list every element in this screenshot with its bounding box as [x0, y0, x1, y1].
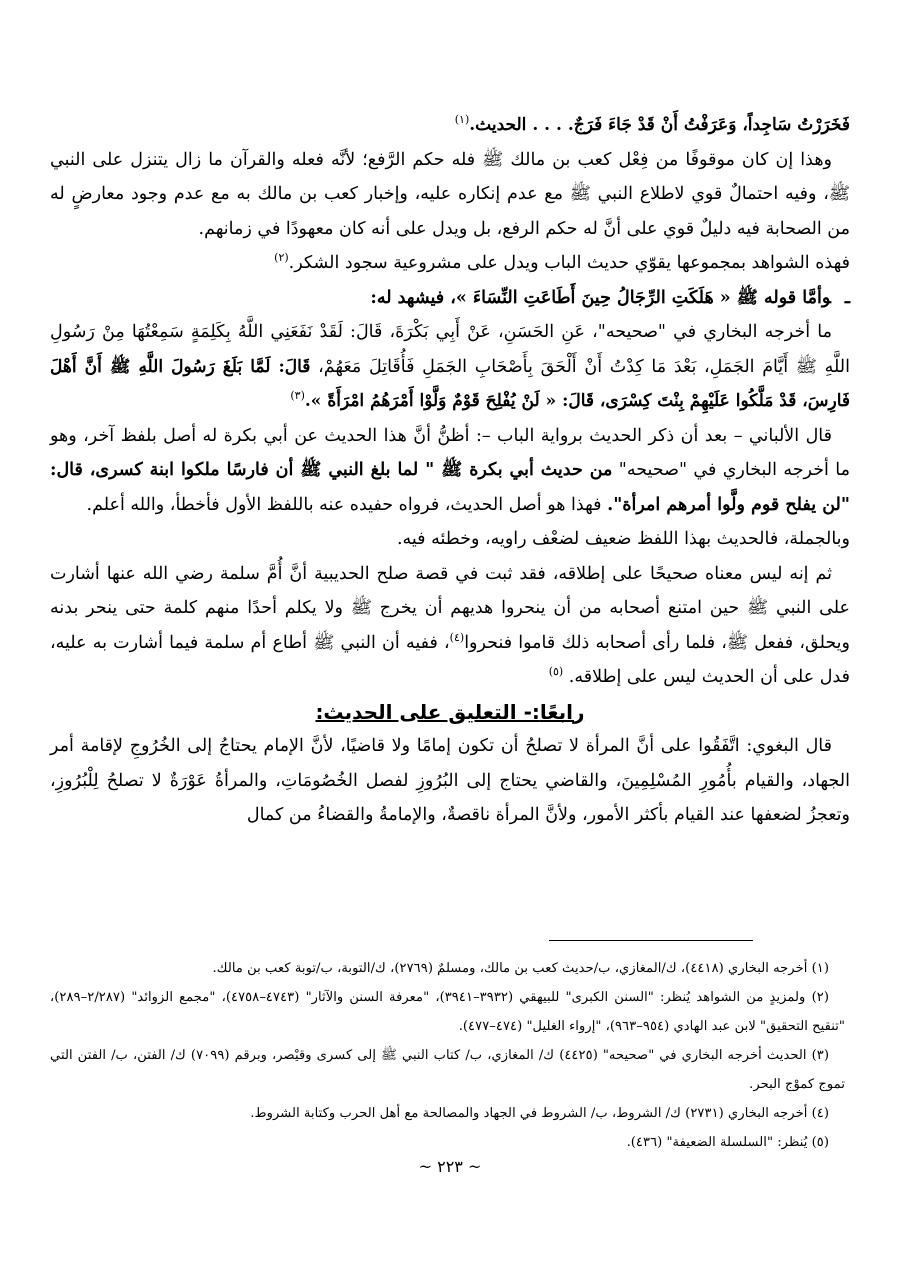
albani-conclusion: فهذا هو أصل الحديث، فرواه حفيده عنه باللفظ الأول فأخطأ، والله أعلم. [86, 494, 602, 515]
main-text [50, 108, 850, 833]
section-heading-title: :- التعليق على الحديث: [315, 699, 540, 724]
footnote-3: (٣) الحديث أخرجه البخاري في "صحيحه" (٤٤٢٥) ك/ المغازي، ب/ كتاب النبي ﷺ إلى كسرى وقيْصر، وبرقم (٧٠٩٩) ك/ الفتن، ب/ الفتن التي تموج كموْج البحر. [50, 1048, 845, 1092]
page-number: ~ ٢٢٣ ~ [418, 1157, 482, 1176]
footnote-separator [549, 940, 753, 941]
footnote-2: (٢) ولمزيدٍ من الشواهد يُنظر: "السنن الكبرى" للبيهقي (٣٩٣٢–٣٩٤١)، "معرفة السنن والآثار" (٤٧٤٣–٤٧٥٨)، "مجمع الزوائد" (٢/٢٨٧–٢٨٩)، "تنقيح التحقيق" لابن عبد الهادي (٩٥٤–٩٦٣)، "إرواء الغليل" (٤٧٤–٤٧٧). [50, 990, 845, 1034]
paragraph-conclusion [50, 246, 850, 281]
subheading-line [50, 281, 850, 316]
narration-hadith: قَالَ: لَمَّا بَلَغَ رَسُولَ اللَّهِ ﷺ أَنَّ أَهْلَ فَارِسَ، قَدْ مَلَّكُوا عَلَيْهِمْ بِنْتَ كِسْرَى، قَالَ: « لَنْ يُفْلِحَ قَوْمٌ وَلَّوْا أَمْرَهُمُ امْرَأَةً ». [50, 356, 850, 411]
umm-salama-text-cont: ، ففيه أن النبي ﷺ أطاع أم سلمة فيما أشارت به عليه، فدل على أن الحديث ليس على إطلاقه. [50, 632, 850, 687]
footnote-ref-3[interactable]: (٣) [290, 389, 305, 403]
section-heading [50, 695, 850, 730]
footnote-1: (١) أخرجه البخاري (٤٤١٨)، ك/المغازي، ب/حديث كعب بن مالك، ومسلمٌ (٢٧٦٩)، ك/التوبة، ب/توبة كعب بن مالك. [212, 961, 829, 976]
paragraph-commentary: وهذا إن كان موقوفًا من فِعْل كعب بن مالك ﷺ فله حكم الرَّفع؛ لأنَّه فعله والقرآن ما زال يتنزل على النبي ﷺ، وفيه احتمالٌ قوي لاطلاع النبي ﷺ مع عدم إنكاره عليه، وإخبار كعب بن مالك به مع عدم وجود معارضٍ له من الصحابة فيه دليلٌ قوي على أنَّ له حكم الرفع، بل ويدل على أنه كان معهودًا في زمانهم. [50, 149, 850, 239]
footnote-5: (٥) يُنظر: "السلسلة الضعيفة" (٤٣٦). [626, 1135, 829, 1150]
albani-hadith: من حديث أبي بكرة ﷺ " لما بلغ النبي ﷺ أن فارسًا ملكوا ابنة كسرى، قال: "لن يفلح قوم ولَّوا أمرهم امرأة". [50, 460, 850, 515]
paragraph-baghawi: قال البغوي: اتَّفَقُوا على أنَّ المرأة لا تصلحُ أن تكون إمامًا ولا قاضيًا، لأنَّ الإمام يحتاجُ إلى الخُرُوجِ لإقامة أمر الجهاد، والقيام بأُمُورِ المُسْلِمِينَ، والقاضي يحتاج إلى البُرُوزِ لفصل الخُصُومَاتِ، والمرأةُ عَوْرَةٌ لا تصلحُ لِلْبُرُوزِ، وتعجزُ لضعفها عند القيام بأكثر الأمور، ولأنَّ المرأة ناقصةٌ، والإمامةُ والقضاءُ من كمال [50, 736, 850, 825]
footnote-ref-2[interactable]: (٢) [274, 251, 289, 265]
conclusion-text: فهذه الشواهد بمجموعها يقوّي حديث الباب ويدل على مشروعية سجود الشكر. [288, 253, 850, 273]
paragraph-bukhari-narration [50, 315, 850, 419]
footnote-4: (٤) أخرجه البخاري (٢٧٣١) ك/ الشروط، ب/ الشروط في الجهاد والمصالحة مع أهل الحرب وكتابة الشروط. [250, 1106, 829, 1121]
albani-text: قال الألباني – بعد أن ذكر الحديث برواية الباب –: أظنُّ أنَّ هذا الحديث عن أبي بكرة له أصل بلفظ آخر، وهو ما أخرجه البخاري في "صحيحه" [50, 425, 850, 480]
paragraph-summary: وبالجملة، فالحديث بهذا اللفظ ضعيف لضعْف راويه، وخطئه فيه. [396, 529, 850, 549]
paragraph-hadith-ending [50, 108, 850, 143]
paragraph-albani [50, 419, 850, 523]
footnote-ref-4[interactable]: (٤) [449, 630, 465, 644]
footnotes [50, 954, 845, 1157]
umm-salama-text: ثم إنه ليس معناه صحيحًا على إطلاقه، فقد ثبت في قصة صلح الحديبية أنَّ أُمَّ سلمة رضي الله عنها أشارت على النبي ﷺ حين امتنع أصحابه من أن ينحروا هديهم أن يخرج ﷺ ولا يكلم أحدًا منهم كلمة حتى ينحر بدنه ويحلق، ففعل ﷺ، فلما رأى أصحابه ذلك قاموا فنحروا [50, 563, 851, 653]
paragraph-umm-salama [50, 557, 850, 695]
footnote-ref-1[interactable]: (١) [454, 113, 470, 127]
hadith-quote: فَخَرَرْتُ سَاجِداً، وَعَرَفْتُ أَنْ قَدْ جَاءَ فَرَجٌ. . . . الحديث. [469, 115, 850, 135]
section-heading-number: رابعًا [539, 699, 585, 724]
narration-intro: ما أخرجه البخاري في "صحيحه"، عَنِ الحَسَنِ، عَنْ أَبِي بَكْرَةَ، قَالَ: لَقَدْ نَفَعَنِي اللَّهُ بِكَلِمَةٍ سَمِعْتُهَا مِنْ رَسُولِ اللَّهِ ﷺ أَيَّامَ الجَمَلِ، بَعْدَ مَا كِدْتُ أَنْ أَلْحَقَ بِأَصْحَابِ الجَمَلِ فَأُقَاتِلَ مَعَهُمْ، [50, 322, 851, 377]
subheading-text: وأمَّا قوله ﷺ « هَلَكَتِ الرِّجَالُ حِينَ أَطَاعَتِ النِّسَاءَ »، فيشهد له: [370, 287, 831, 308]
footnote-ref-5[interactable]: (٥) [548, 665, 564, 679]
dash-marker: ـ [844, 287, 850, 308]
